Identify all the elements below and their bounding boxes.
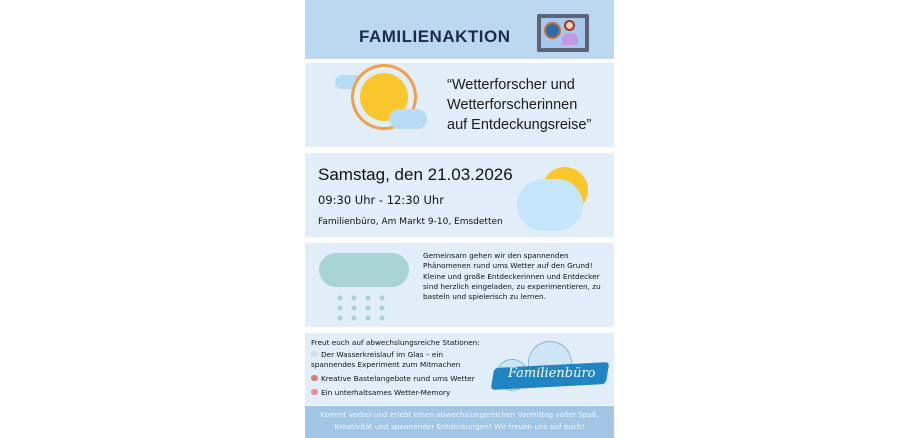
scissors-icon bbox=[311, 375, 318, 381]
rain-cloud-icon bbox=[319, 253, 409, 287]
station-item bbox=[311, 388, 486, 398]
event-place: Familienbüro, Am Markt 9-10, Emsdetten bbox=[318, 217, 503, 227]
event-date: Samstag, den 21.03.2026 bbox=[318, 165, 513, 184]
event-details bbox=[305, 153, 614, 237]
title-line: auf Entdeckungsreise” bbox=[447, 117, 592, 133]
footer-line: Kommt vorbei und erlebt einen abwechslungsreichen Vormittag voller Spaß, bbox=[320, 410, 599, 419]
cloud-icon bbox=[389, 109, 427, 129]
raindrops-icon bbox=[333, 293, 393, 323]
description-section bbox=[305, 243, 614, 327]
stations-section bbox=[305, 333, 614, 405]
glass-icon bbox=[311, 351, 318, 357]
tv-globe-icon bbox=[537, 14, 589, 52]
poster bbox=[305, 0, 614, 438]
footer bbox=[305, 406, 614, 438]
event-time: 09:30 Uhr - 12:30 Uhr bbox=[318, 193, 444, 207]
title-line: “Wetterforscher und bbox=[447, 77, 575, 93]
title-line: Wetterforscherinnen bbox=[447, 97, 578, 113]
familienbuero-logo bbox=[490, 341, 610, 401]
station-text: Ein unterhaltsames Wetter-Memory bbox=[321, 388, 451, 397]
intro-section bbox=[305, 63, 614, 147]
header bbox=[305, 0, 614, 59]
station-text: Kreative Bastelangebote rund ums Wetter bbox=[321, 374, 475, 383]
footer-line: Kreativität und spannender Entdeckungen! Wir freuen uns auf euch! bbox=[334, 422, 585, 431]
station-item bbox=[311, 374, 486, 384]
logo-text: Familienbüro bbox=[508, 366, 596, 381]
station-item bbox=[311, 350, 486, 370]
event-title bbox=[447, 75, 591, 135]
station-text: Der Wasserkreislauf im Glas – ein spannendes Experiment zum Mitmachen bbox=[311, 350, 461, 369]
page-title: FAMILIENAKTION bbox=[359, 27, 511, 46]
cloud-icon bbox=[335, 75, 363, 89]
cloud-smile-icon bbox=[517, 179, 583, 231]
brain-icon bbox=[311, 389, 318, 395]
description-text: Gemeinsam gehen wir den spannenden Phänomenen rund ums Wetter auf den Grund! Kleine und große Entdeckerinnen und Entdecker sind herzlich eingeladen, zu experimentieren, zu basteln und spielerisch zu lernen. bbox=[423, 251, 601, 302]
stations-intro: Freut euch auf abwechslungsreiche Stationen: bbox=[311, 338, 480, 347]
